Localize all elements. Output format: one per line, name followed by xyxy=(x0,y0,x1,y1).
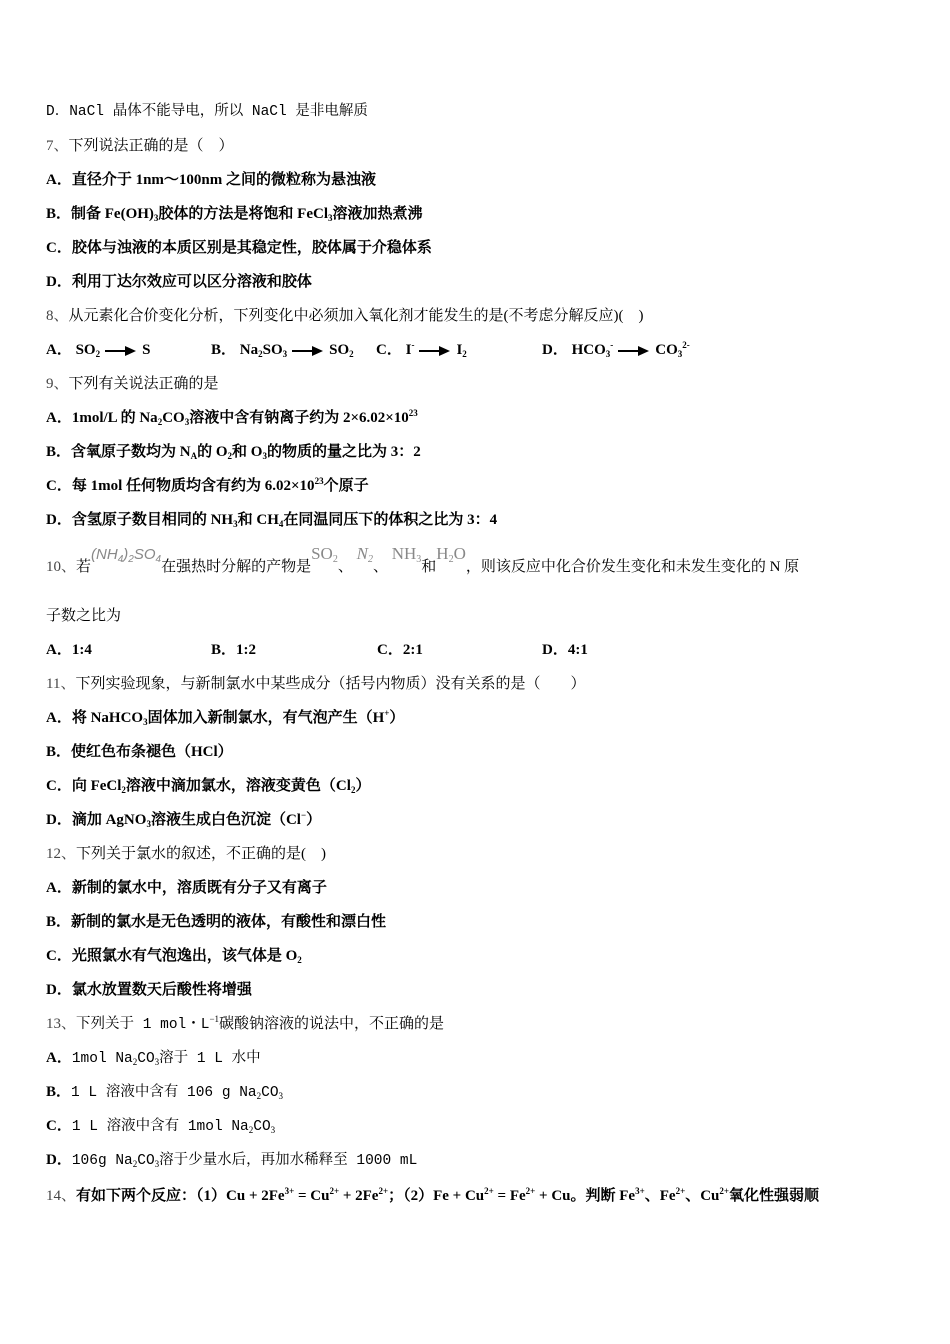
subscript: 2 xyxy=(448,554,454,565)
q10-option-d xyxy=(542,640,588,660)
subscript: 2 xyxy=(297,955,302,965)
q9-option-b xyxy=(46,442,421,462)
option-text: CO xyxy=(253,1119,271,1135)
superscript: + xyxy=(384,708,390,718)
option-label: A． xyxy=(46,642,72,658)
q9-option-a xyxy=(46,408,418,428)
question-number: 8、 xyxy=(46,308,69,324)
q11-option-a xyxy=(46,708,404,728)
option-label: D． xyxy=(46,982,72,998)
superscript: 2+ xyxy=(525,1186,536,1196)
option-text: 1mol/L 的 Na xyxy=(71,410,158,426)
option-label: A． xyxy=(46,1050,72,1066)
option-text: 溶于少量水后，再加水稀释至 1000 mL xyxy=(159,1153,418,1169)
question-stem: ；（2）Fe + Cu xyxy=(388,1188,485,1204)
option-text: 在同温同压下的体积之比为 3：4 xyxy=(283,512,498,528)
q11-option-b xyxy=(46,742,233,762)
question-number: 9、 xyxy=(46,376,69,392)
q9-option-c xyxy=(46,476,369,496)
option-label: D． xyxy=(542,642,568,658)
option-label: A． xyxy=(46,710,72,726)
q12-option-c xyxy=(46,946,302,966)
option-label: C． xyxy=(46,1118,72,1134)
option-text: 含氢原子数目相同的 NH xyxy=(71,512,234,528)
subscript: A xyxy=(190,451,198,461)
superscript: 2+ xyxy=(675,1186,686,1196)
subscript: 3 xyxy=(677,349,683,359)
option-text: CO xyxy=(137,1153,155,1169)
q7-stem xyxy=(46,136,234,156)
option-text: 和 CH xyxy=(237,512,279,528)
subscript: 3 xyxy=(278,1091,284,1101)
q10-option-a xyxy=(46,640,92,660)
subscript: 4 xyxy=(117,554,124,565)
formula-nh3 xyxy=(392,544,422,563)
formula-part: ) xyxy=(123,546,129,563)
superscript: 23 xyxy=(408,408,418,418)
option-text: CO xyxy=(137,1051,155,1067)
subscript: 3 xyxy=(605,349,611,359)
formula: I xyxy=(456,342,463,358)
subscript: 3 xyxy=(143,717,148,727)
subscript: 4 xyxy=(155,554,162,565)
subscript: 2 xyxy=(350,785,356,795)
arrow-right-icon xyxy=(419,346,451,356)
option-text: 的 O xyxy=(197,444,228,460)
question-number: 12、 xyxy=(46,846,77,862)
question-number: 11、 xyxy=(46,676,76,692)
superscript: 3+ xyxy=(284,1186,295,1196)
option-text: 固体加入新制氯水，有气泡产生（H xyxy=(147,710,385,726)
question-stem: 氧化性强弱顺 xyxy=(729,1188,820,1204)
question-stem: + Cu。判断 Fe xyxy=(535,1188,636,1204)
option-text: 和 O xyxy=(232,444,263,460)
question-stem: 、Fe xyxy=(644,1188,676,1204)
subscript: 3 xyxy=(416,554,422,565)
option-label: D． xyxy=(46,512,72,528)
option-text: 1 L 溶液中含有 1mol Na xyxy=(71,1119,249,1135)
question-stem: 下列关于氯水的叙述，不正确的是( ) xyxy=(76,846,327,862)
question-number: 7、 xyxy=(46,138,69,154)
q11-option-c xyxy=(46,776,370,796)
subscript: 2 xyxy=(121,785,126,795)
option-label: B． xyxy=(46,914,72,930)
option-text: 1:4 xyxy=(71,642,92,658)
option-label: B． xyxy=(211,342,237,358)
option-text: 溶液加热煮沸 xyxy=(332,206,423,222)
option-text: 含氧原子数均为 N xyxy=(71,444,191,460)
option-text: 新制的氯水是无色透明的液体，有酸性和漂白性 xyxy=(71,914,387,930)
subscript: 2 xyxy=(132,1159,138,1169)
subscript: 2 xyxy=(95,349,101,359)
option-label: A． xyxy=(46,410,72,426)
formula-part: SO xyxy=(133,546,156,563)
subscript: 3 xyxy=(270,1125,276,1135)
q7-option-b xyxy=(46,204,423,224)
q13-option-d xyxy=(46,1150,417,1171)
subscript: 3 xyxy=(153,213,159,223)
option-text: 1 L 溶液中含有 106 g Na xyxy=(71,1085,257,1101)
superscript: 2+ xyxy=(329,1186,340,1196)
option-label: D． xyxy=(542,342,568,358)
formula: HCO xyxy=(571,342,606,358)
q13-option-a xyxy=(46,1048,261,1069)
option-label: C． xyxy=(376,342,402,358)
formula: SO xyxy=(75,342,96,358)
subscript: 2 xyxy=(227,451,233,461)
superscript: 2+ xyxy=(719,1186,730,1196)
option-text: 胶体的方法是将饱和 FeCl xyxy=(158,206,328,222)
question-stem: 下列关于 1 mol・L xyxy=(76,1017,210,1033)
option-label: C． xyxy=(46,778,72,794)
subscript: 2 xyxy=(157,417,163,427)
q12-option-d xyxy=(46,980,252,1000)
option-text: ） xyxy=(389,710,405,726)
superscript: −1 xyxy=(209,1014,220,1024)
option-label: A． xyxy=(46,880,72,896)
option-text: ） xyxy=(355,778,371,794)
q8-option-b xyxy=(211,340,354,360)
subscript: 2 xyxy=(132,1057,138,1067)
option-text: CO xyxy=(162,410,185,426)
question-stem: 有如下两个反应：（1）Cu + 2Fe xyxy=(76,1188,285,1204)
formula-part: O xyxy=(453,544,466,563)
q8-stem xyxy=(46,306,644,326)
q6-option-d xyxy=(46,102,368,122)
superscript: 2- xyxy=(682,340,690,350)
option-text: 向 FeCl xyxy=(71,778,122,794)
option-text: 每 1mol 任何物质均含有约为 6.02×10 xyxy=(71,478,315,494)
superscript: 3+ xyxy=(635,1186,645,1196)
question-stem: 、Cu xyxy=(685,1188,720,1204)
q13-option-b xyxy=(46,1082,283,1103)
superscript: - xyxy=(610,340,614,350)
question-stem: 从元素化合价变化分析，下列变化中必须加入氧化剂才能发生的是(不考虑分解反应)( ) xyxy=(68,308,644,324)
q9-option-d xyxy=(46,510,497,530)
subscript: 3 xyxy=(154,1057,160,1067)
subscript: 2 xyxy=(349,349,354,359)
subscript: 2 xyxy=(128,554,134,565)
subscript: 3 xyxy=(282,349,288,359)
option-label: B． xyxy=(46,1084,72,1100)
option-text: 2:1 xyxy=(402,642,423,658)
subscript: 2 xyxy=(367,554,373,565)
q11-stem xyxy=(46,674,585,694)
subscript: 3 xyxy=(233,519,238,529)
option-text: 利用丁达尔效应可以区分溶液和胶体 xyxy=(71,274,312,290)
question-stem: 下列说法正确的是（ ） xyxy=(68,138,234,154)
option-text: 将 NaHCO xyxy=(71,710,144,726)
superscript: 2+ xyxy=(378,1186,389,1196)
option-text: 溶于 1 L 水中 xyxy=(159,1051,261,1067)
q8-option-d xyxy=(542,340,690,360)
q7-option-d xyxy=(46,272,312,292)
option-label: A． xyxy=(46,342,72,358)
option-label: A． xyxy=(46,172,72,188)
question-number: 14、 xyxy=(46,1188,77,1204)
option-text: 使红色布条褪色（HCl） xyxy=(71,744,233,760)
formula-part: NH xyxy=(391,544,417,563)
q12-stem xyxy=(46,844,326,864)
question-stem: 若 xyxy=(76,559,92,575)
question-stem: = Cu xyxy=(294,1188,330,1204)
question-stem: 在强热时分解的产物是 xyxy=(161,559,312,575)
formula: Na xyxy=(239,342,259,358)
subscript: 3 xyxy=(262,451,267,461)
subscript: 3 xyxy=(328,213,333,223)
option-text: 1:2 xyxy=(236,642,257,658)
question-stem: = Fe xyxy=(493,1188,526,1204)
question-stem: ，则该反应中化合价发生变化和未发生变化的 N 原 xyxy=(465,559,800,575)
formula-h2o xyxy=(436,544,466,563)
question-stem: 下列实验现象，与新制氯水中某些成分（括号内物质）没有关系的是（ ） xyxy=(75,676,586,692)
formula-ammonium-sulfate xyxy=(91,546,161,563)
option-text: 1mol Na xyxy=(71,1051,133,1067)
q13-stem xyxy=(46,1014,444,1035)
option-text: 106g Na xyxy=(71,1153,133,1169)
subscript: 2 xyxy=(462,349,467,359)
option-label: B． xyxy=(46,444,72,460)
option-text: 新制的氯水中，溶质既有分子又有离子 xyxy=(71,880,327,896)
option-text: 光照氯水有气泡逸出，该气体是 O xyxy=(71,948,298,964)
q13-option-c xyxy=(46,1116,275,1137)
subscript: 3 xyxy=(154,1159,160,1169)
question-number: 10、 xyxy=(46,559,77,575)
separator: 、 xyxy=(337,559,353,575)
option-text: 直径介于 1nm～100nm 之间的微粒称为悬浊液 xyxy=(71,172,377,188)
q8-option-c xyxy=(376,340,467,360)
q7-option-a xyxy=(46,170,376,190)
q10-option-b xyxy=(211,640,256,660)
arrow-right-icon xyxy=(618,346,650,356)
formula-part: N xyxy=(356,544,368,563)
subscript: 2 xyxy=(258,349,263,359)
option-label: D． xyxy=(46,812,72,828)
q10-stem-cont xyxy=(46,606,121,626)
q8-option-a xyxy=(46,340,150,360)
conjunction: 和 xyxy=(421,559,437,575)
subscript: 3 xyxy=(184,417,190,427)
separator: 、 xyxy=(372,559,388,575)
option-label: D． xyxy=(46,1152,72,1168)
superscript: − xyxy=(300,810,307,820)
q9-stem xyxy=(46,374,219,394)
superscript: - xyxy=(411,340,415,350)
q10-stem xyxy=(46,544,800,577)
formula: CO xyxy=(655,342,678,358)
option-text: CO xyxy=(261,1085,279,1101)
option-text: ） xyxy=(306,812,322,828)
superscript: 23 xyxy=(314,476,324,486)
question-stem: 碳酸钠溶液的说法中，不正确的是 xyxy=(219,1016,445,1032)
formula: S xyxy=(142,342,151,358)
formula-part: SO xyxy=(311,544,333,563)
formula: SO xyxy=(329,342,350,358)
q10-option-c xyxy=(377,640,423,660)
option-text: 胶体与浊液的本质区别是其稳定性，胶体属于介稳体系 xyxy=(71,240,432,256)
option-text: 滴加 AgNO xyxy=(71,812,147,828)
subscript: 2 xyxy=(248,1125,254,1135)
subscript: 2 xyxy=(332,554,338,565)
option-text: 的物质的量之比为 3：2 xyxy=(266,444,421,460)
option-label: B． xyxy=(46,206,72,222)
option-text: 4:1 xyxy=(567,642,588,658)
option-text: 氯水放置数天后酸性将增强 xyxy=(71,982,252,998)
formula-so2 xyxy=(311,544,338,563)
superscript: 2+ xyxy=(484,1186,494,1196)
arrow-right-icon xyxy=(292,346,324,356)
option-label: D． xyxy=(46,274,72,290)
formula-part: H xyxy=(436,544,449,563)
q12-option-b xyxy=(46,912,386,932)
subscript: 2 xyxy=(256,1091,262,1101)
q14-stem xyxy=(46,1186,819,1206)
option-label: B． xyxy=(46,744,72,760)
option-label: C． xyxy=(377,642,403,658)
option-text: 个原子 xyxy=(323,478,369,494)
option-label: C． xyxy=(46,948,72,964)
option-text: 制备 Fe(OH) xyxy=(71,206,154,222)
formula-part: (NH xyxy=(91,546,118,563)
formula: SO xyxy=(262,342,283,358)
question-stem: + 2Fe xyxy=(339,1188,379,1204)
question-stem: 子数之比为 xyxy=(46,608,122,624)
option-text: 溶液生成白色沉淀（Cl xyxy=(150,812,301,828)
q7-option-c xyxy=(46,238,432,258)
option-label: C． xyxy=(46,240,72,256)
formula: I xyxy=(405,342,412,358)
option-text: 溶液中含有钠离子约为 2×6.02×10 xyxy=(189,410,409,426)
question-stem: 下列有关说法正确的是 xyxy=(68,376,219,392)
q11-option-d xyxy=(46,810,321,830)
q12-option-a xyxy=(46,878,327,898)
arrow-right-icon xyxy=(105,346,137,356)
option-label: C． xyxy=(46,478,72,494)
formula-n2 xyxy=(357,544,373,563)
question-number: 13、 xyxy=(46,1016,77,1032)
subscript: 4 xyxy=(278,519,284,529)
option-text: 溶液中滴加氯水，溶液变黄色（Cl xyxy=(125,778,351,794)
subscript: 3 xyxy=(146,819,151,829)
option-label: B． xyxy=(211,642,237,658)
q6-option-d-text: D．NaCl 晶体不能导电，所以 NaCl 是非电解质 xyxy=(46,104,368,120)
